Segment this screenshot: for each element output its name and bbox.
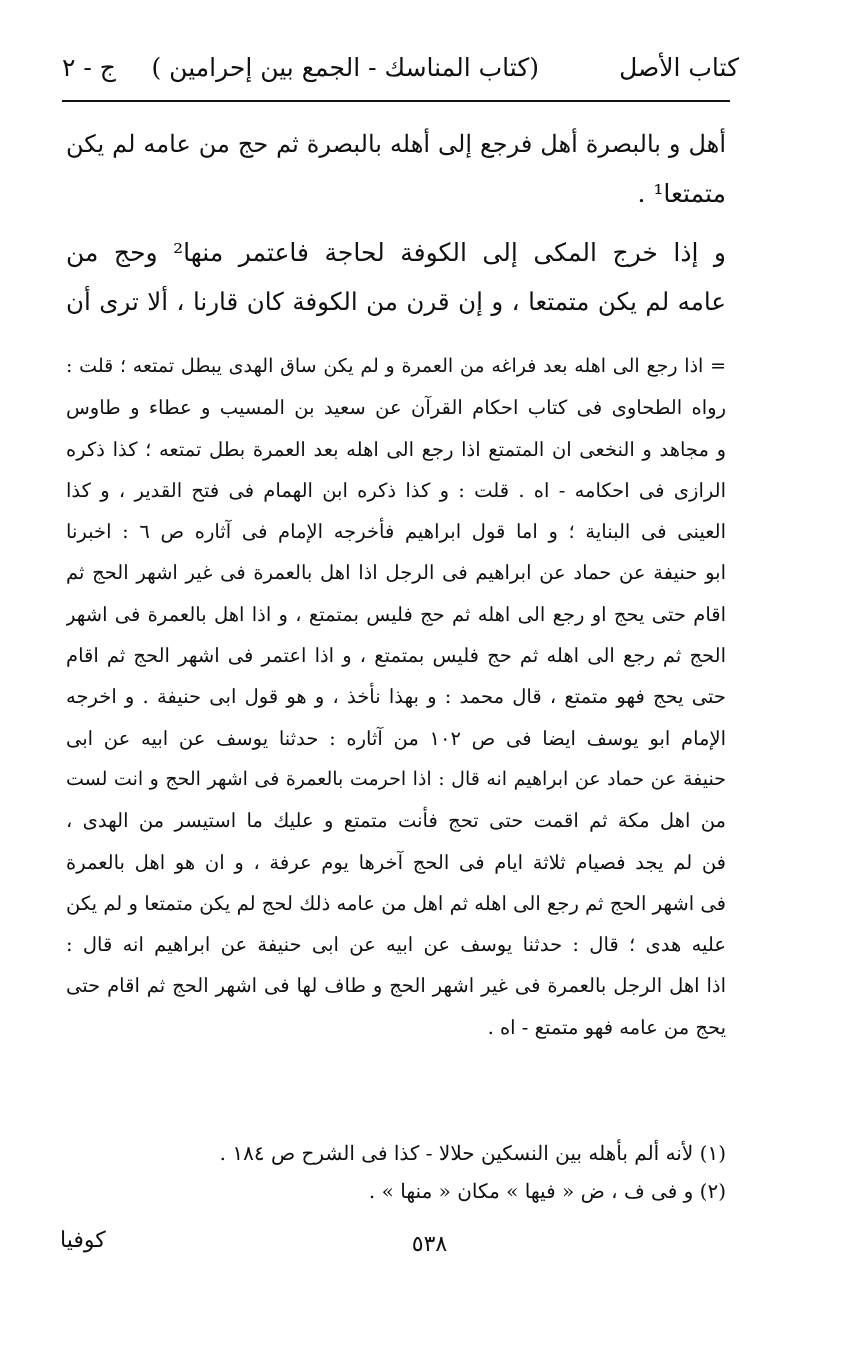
main-text bbox=[66, 120, 726, 326]
note-line: حنيفة عن حماد عن ابراهيم انه قال : اذا احرمت بالعمرة فى اشهر الحج و انت لست bbox=[66, 767, 726, 790]
note-line: فى اشهر الحج ثم رجع الى اهله ثم اهل من عامه ذلك لحج لم يكن متمتعا و لم يكن bbox=[66, 891, 726, 915]
note-line: الإمام ابو يوسف ايضا فى ص ١٠٢ من آثاره : حدثنا يوسف عن ابيه عن ابى bbox=[66, 726, 726, 750]
volume-number: ج - ٢ bbox=[62, 53, 116, 82]
note-line: من اهل مكة ثم اقمت حتى تحج فأنت متمتع و عليك ما استيسر من الهدى ، bbox=[66, 809, 726, 833]
main-text-line: أهل و بالبصرة أهل فرجع إلى أهله بالبصرة ثم حج من عامه لم يكن bbox=[66, 130, 726, 158]
note-line: حتى يحج فهو متمتع ، قال محمد : و بهذا نأخذ ، و هو قول ابى حنيفة . و اخرجه bbox=[66, 685, 726, 709]
note-line: العينى فى البناية ؛ و اما قول ابراهيم فأخرجه الإمام فى آثاره ص ٦ : اخبرنا bbox=[66, 520, 726, 544]
note-line: و مجاهد و النخعى ان المتمتع اذا رجع الى اهله بعد العمرة بطل تمتعه ؛ كذا ذكره bbox=[66, 437, 726, 461]
catchword: كوفيا bbox=[60, 1228, 106, 1253]
note-line: ابو حنيفة عن حماد عن ابراهيم فى الرجل اذا اهل بالعمرة فى غير اشهر الحج ثم bbox=[66, 561, 726, 585]
chapter-title: (كتاب المناسك - الجمع بين إحرامين ) bbox=[151, 53, 539, 82]
note-line: = اذا رجع الى اهله بعد فراغه من العمرة و لم يكن ساق الهدى يبطل تمتعه ؛ قلت : bbox=[66, 355, 726, 377]
main-text-line: عامه لم يكن متمتعا ، و إن قرن من الكوفة كان قارنا ، ألا ترى أن bbox=[66, 287, 726, 316]
note-line: الرازى فى احكامه - اه . قلت : و كذا ذكره ابن الهمام فى فتح القدير ، و كذا bbox=[66, 478, 726, 502]
footnote-1: (١) لأنه ألم بأهله بين النسكين حلالا - كذا فى الشرح ص ١٨٤ . bbox=[219, 1141, 726, 1165]
note-line: عليه هدى ؛ قال : حدثنا يوسف عن ابيه عن ابى حنيفة عن ابراهيم انه قال : bbox=[66, 933, 726, 957]
header-rule bbox=[62, 100, 730, 102]
note-line: فن لم يجد فصيام ثلاثة ايام فى الحج آخرها يوم عرفة ، و ان هو اهل بالعمرة bbox=[66, 850, 726, 874]
note-line: اذا اهل الرجل بالعمرة فى غير اشهر الحج و طاف لها فى اشهر الحج ثم اقام حتى bbox=[66, 974, 726, 998]
footnote-2: (٢) و فى ف ، ض « فيها » مكان « منها » . bbox=[368, 1179, 726, 1203]
commentary-notes bbox=[66, 346, 726, 1048]
page-number: ٥٣٨ bbox=[411, 1232, 448, 1257]
book-title: كتاب الأصل bbox=[619, 53, 739, 82]
main-text-line: متمتعا¹ . bbox=[637, 179, 726, 208]
note-line: اقام حتى يحج او رجع الى اهله ثم حج فليس بمتمتع ، و اذا اهل بالعمرة فى اشهر bbox=[66, 602, 726, 626]
footnotes bbox=[66, 1134, 726, 1210]
note-line: الحج ثم رجع الى اهله ثم حج فليس بمتمتع ، و اذا اعتمر فى اشهر الحج ثم اقام bbox=[66, 644, 726, 668]
main-text-line: و إذا خرج المكى إلى الكوفة لحاجة فاعتمر منها² وحج من bbox=[66, 238, 726, 267]
note-line: رواه الطحاوى فى كتاب احكام القرآن عن سعيد بن المسيب و عطاء و طاوس bbox=[66, 396, 726, 420]
note-line: يحج من عامه فهو متمتع - اه . bbox=[487, 1015, 726, 1039]
running-header bbox=[62, 48, 739, 92]
